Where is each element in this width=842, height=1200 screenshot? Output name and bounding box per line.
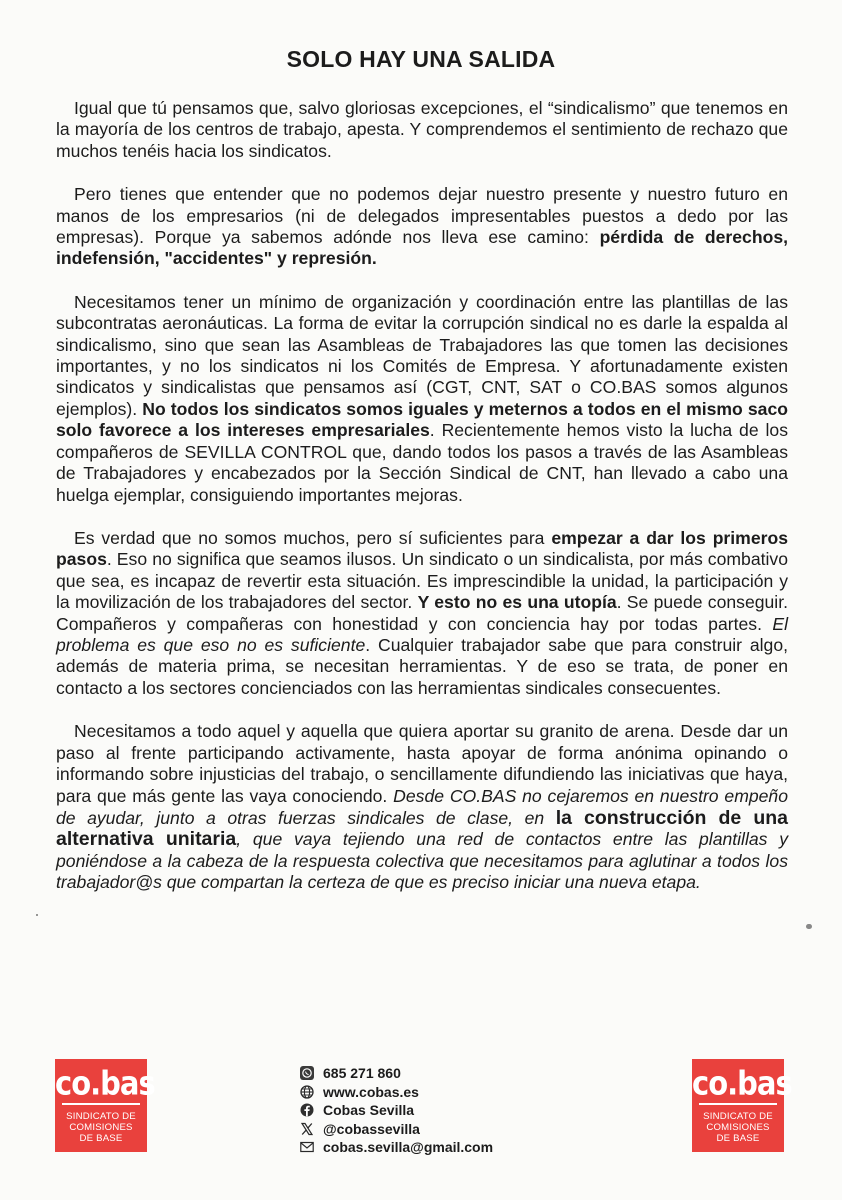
paragraph-4-bold-a: empezar a dar los primeros pasos	[56, 527, 788, 570]
contact-phone-text: 685 271 860	[323, 1065, 401, 1081]
scan-speck	[806, 924, 812, 929]
contact-x-text: @cobassevilla	[323, 1120, 420, 1137]
globe-icon	[300, 1085, 314, 1099]
cobas-logo-left	[55, 1059, 155, 1152]
logo-brand: co.bas	[55, 1063, 155, 1103]
paragraph-5-bold: la construcción de una alternativa unitaria	[56, 806, 788, 851]
paragraph-1	[56, 98, 788, 162]
paragraph-5-italic-a: Desde CO.BAS no cejaremos en nuestro empeño de ayudar, junto a otras fuerzas sindicales de clase, en	[56, 785, 789, 828]
envelope-icon	[300, 1140, 314, 1154]
paragraph-5	[56, 721, 788, 894]
paragraph-5-text: Necesitamos a todo aquel y aquella que quiera aportar su granito de arena. Desde dar un paso al frente participando activamente, hasta apoyar de forma anónima opinando o informando sobre injusticias del trabajo, o sencillamente difundiendo las iniciativas que haya, para que más gente las vaya conociendo.	[56, 721, 788, 806]
paragraph-4	[56, 528, 788, 699]
contact-list	[300, 1064, 560, 1157]
cobas-logo-right	[692, 1059, 792, 1152]
facebook-icon	[300, 1103, 314, 1117]
paragraph-4-italic: El problema es que eso no es suficiente	[56, 613, 788, 655]
contact-x[interactable]	[300, 1120, 560, 1139]
contact-email-text: cobas.sevilla@gmail.com	[323, 1139, 494, 1155]
page-title: SOLO HAY UNA SALIDA	[286, 46, 556, 72]
contact-phone[interactable]	[300, 1064, 560, 1083]
contact-facebook[interactable]	[300, 1101, 560, 1120]
paragraph-4-text-c: . Se puede conseguir. Compañeros y compañeras con honestidad y con conciencia hay por todas partes.	[56, 592, 788, 634]
paragraph-4-bold-b: Y esto no es una utopía	[417, 592, 617, 613]
x-icon	[300, 1122, 314, 1136]
paragraph-4-text-d: . Cualquier trabajador sabe que para construir algo, además de materia prima, se necesitan herramientas. Y de eso se trata, de poner en contacto a los sectores concienciados con las herramientas sindicales consecuentes.	[56, 634, 788, 698]
paragraph-2	[56, 184, 788, 270]
paragraph-2-text: Pero tienes que entender que no podemos dejar nuestro presente y nuestro futuro en manos de los empresarios (ni de delegados impresentables puestos a dedo por las empresas). Porque ya sabemos adónde nos lleva ese camino:	[56, 184, 788, 248]
logo-subtitle-line-2: COMISIONES	[706, 1122, 770, 1133]
contact-website[interactable]	[300, 1083, 560, 1102]
paragraph-3-bold: No todos los sindicatos somos iguales y meternos a todos en el mismo saco solo favorece a los intereses empresariales	[56, 398, 788, 441]
scan-speck	[36, 914, 38, 916]
logo-subtitle-line-1: SINDICATO DE	[703, 1111, 773, 1122]
paragraph-4-text-b: . Eso no significa que seamos ilusos. Un sindicato o un sindicalista, por más combativo que sea, es incapaz de revertir esta situación. Es imprescindible la unidad, la participación y la movilización de los trabajadores del sector.	[56, 549, 788, 613]
paragraph-1-text: Igual que tú pensamos que, salvo gloriosas excepciones, el “sindicalismo” que tenemos en la mayoría de los centros de trabajo, apesta. Y comprendemos el sentimiento de rechazo que muchos tenéis hacia los sindicatos.	[56, 98, 788, 161]
paragraph-2-bold: pérdida de derechos, indefensión, "accidentes" y represión.	[56, 227, 789, 269]
paragraph-3-text-b: . Recientemente hemos visto la lucha de los compañeros de SEVILLA CONTROL que, dando todos los pasos a través de las Asambleas de Trabajadores y encabezados por la Sección Sindical de CNT, han llevado a cabo una huelga ejemplar, consiguiendo importantes mejoras.	[56, 420, 788, 505]
logo-subtitle-line-3: DE BASE	[716, 1133, 760, 1144]
logo-divider	[699, 1103, 777, 1105]
paragraph-3-text-a: Necesitamos tener un mínimo de organización y coordinación entre las plantillas de las subcontratas aeronáuticas. La forma de evitar la corrupción sindical no es darle la espalda al sindicalismo, sino que sean las Asambleas de Trabajadores las que tomen las decisiones importantes, y no los sindicatos ni los Comités de Empresa. Y afortunadamente existen sindicatos y sindicalistas que pensamos así (CGT, CNT, SAT o CO.BAS somos algunos ejemplos).	[56, 291, 788, 419]
logo-brand: co.bas	[692, 1063, 792, 1103]
logo-divider	[62, 1103, 140, 1105]
contact-website-text: www.cobas.es	[323, 1083, 419, 1100]
paragraph-5-italic-b: , que vaya tejiendo una red de contactos entre las plantillas y poniéndose a la cabeza de la respuesta colectiva que necesitamos para aglutinar a todos los trabajador@s que compartan la certeza de que es preciso iniciar una nueva etapa.	[56, 829, 789, 893]
paragraph-3	[56, 292, 788, 506]
logo-subtitle-line-2: COMISIONES	[69, 1122, 133, 1133]
logo-subtitle-line-3: DE BASE	[79, 1133, 123, 1144]
contact-facebook-text: Cobas Sevilla	[323, 1102, 415, 1118]
paragraph-4-text-a: Es verdad que no somos muchos, pero sí suficientes para	[74, 527, 552, 548]
contact-email[interactable]	[300, 1138, 560, 1157]
whatsapp-icon	[300, 1066, 314, 1080]
body-text	[56, 98, 788, 894]
logo-subtitle-line-1: SINDICATO DE	[66, 1111, 136, 1122]
